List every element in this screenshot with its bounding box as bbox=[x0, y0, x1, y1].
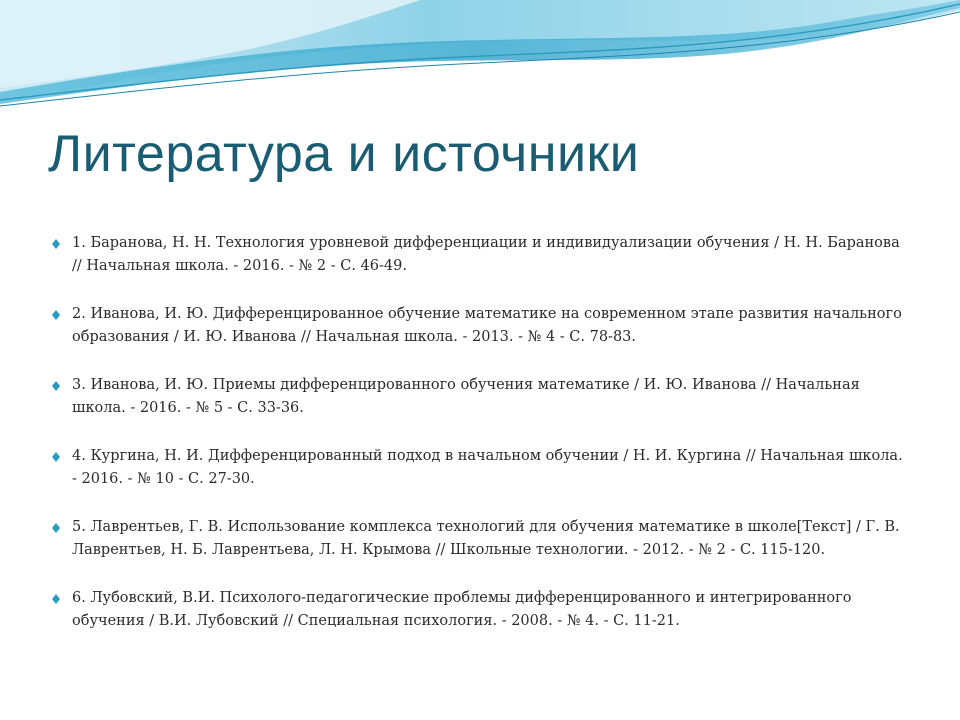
reference-text: 3. Иванова, И. Ю. Приемы дифференцированного обучения математике / И. Ю. Иванова // Начальная школа. - 2016. - № 5 - С. 33-36. bbox=[72, 377, 860, 416]
header-wave-decoration bbox=[0, 0, 960, 120]
list-item bbox=[52, 374, 912, 420]
list-item bbox=[52, 232, 912, 278]
page-title: Литература и источники bbox=[48, 125, 640, 183]
reference-text: 4. Кургина, Н. И. Дифференцированный подход в начальном обучении / Н. И. Кургина // Начальная школа. - 2016. - № 10 - С. 27-30. bbox=[72, 448, 903, 487]
bullet-icon bbox=[52, 452, 60, 457]
bullet-icon bbox=[52, 523, 60, 528]
reference-text: 5. Лаврентьев, Г. В. Использование комплекса технологий для обучения математике в школе[Текст] / Г. В. Лаврентьев, Н. Б. Лаврентьева, Л. Н. Крымова // Школьные технологии. - 2012. - № 2 - С. 115-120. bbox=[72, 519, 900, 558]
list-item bbox=[52, 516, 912, 562]
reference-text: 2. Иванова, И. Ю. Дифференцированное обучение математике на современном этапе развития начального образования / И. Ю. Иванова // Начальная школа. - 2013. - № 4 - С. 78-83. bbox=[72, 306, 902, 345]
reference-text: 1. Баранова, Н. Н. Технология уровневой дифференциации и индивидуализации обучения / Н. Н. Баранова // Начальная школа. - 2016. - № 2 - С. 46-49. bbox=[72, 235, 900, 274]
bullet-icon bbox=[52, 239, 60, 244]
reference-text: 6. Лубовский, В.И. Психолого-педагогические проблемы дифференцированного и интегрированного обучения / В.И. Лубовский // Специальная психология. - 2008. - № 4. - С. 11-21. bbox=[72, 590, 852, 629]
list-item bbox=[52, 303, 912, 349]
list-item bbox=[52, 587, 912, 633]
bullet-icon bbox=[52, 381, 60, 386]
bullet-icon bbox=[52, 594, 60, 599]
reference-list bbox=[52, 232, 912, 658]
list-item bbox=[52, 445, 912, 491]
bullet-icon bbox=[52, 310, 60, 315]
